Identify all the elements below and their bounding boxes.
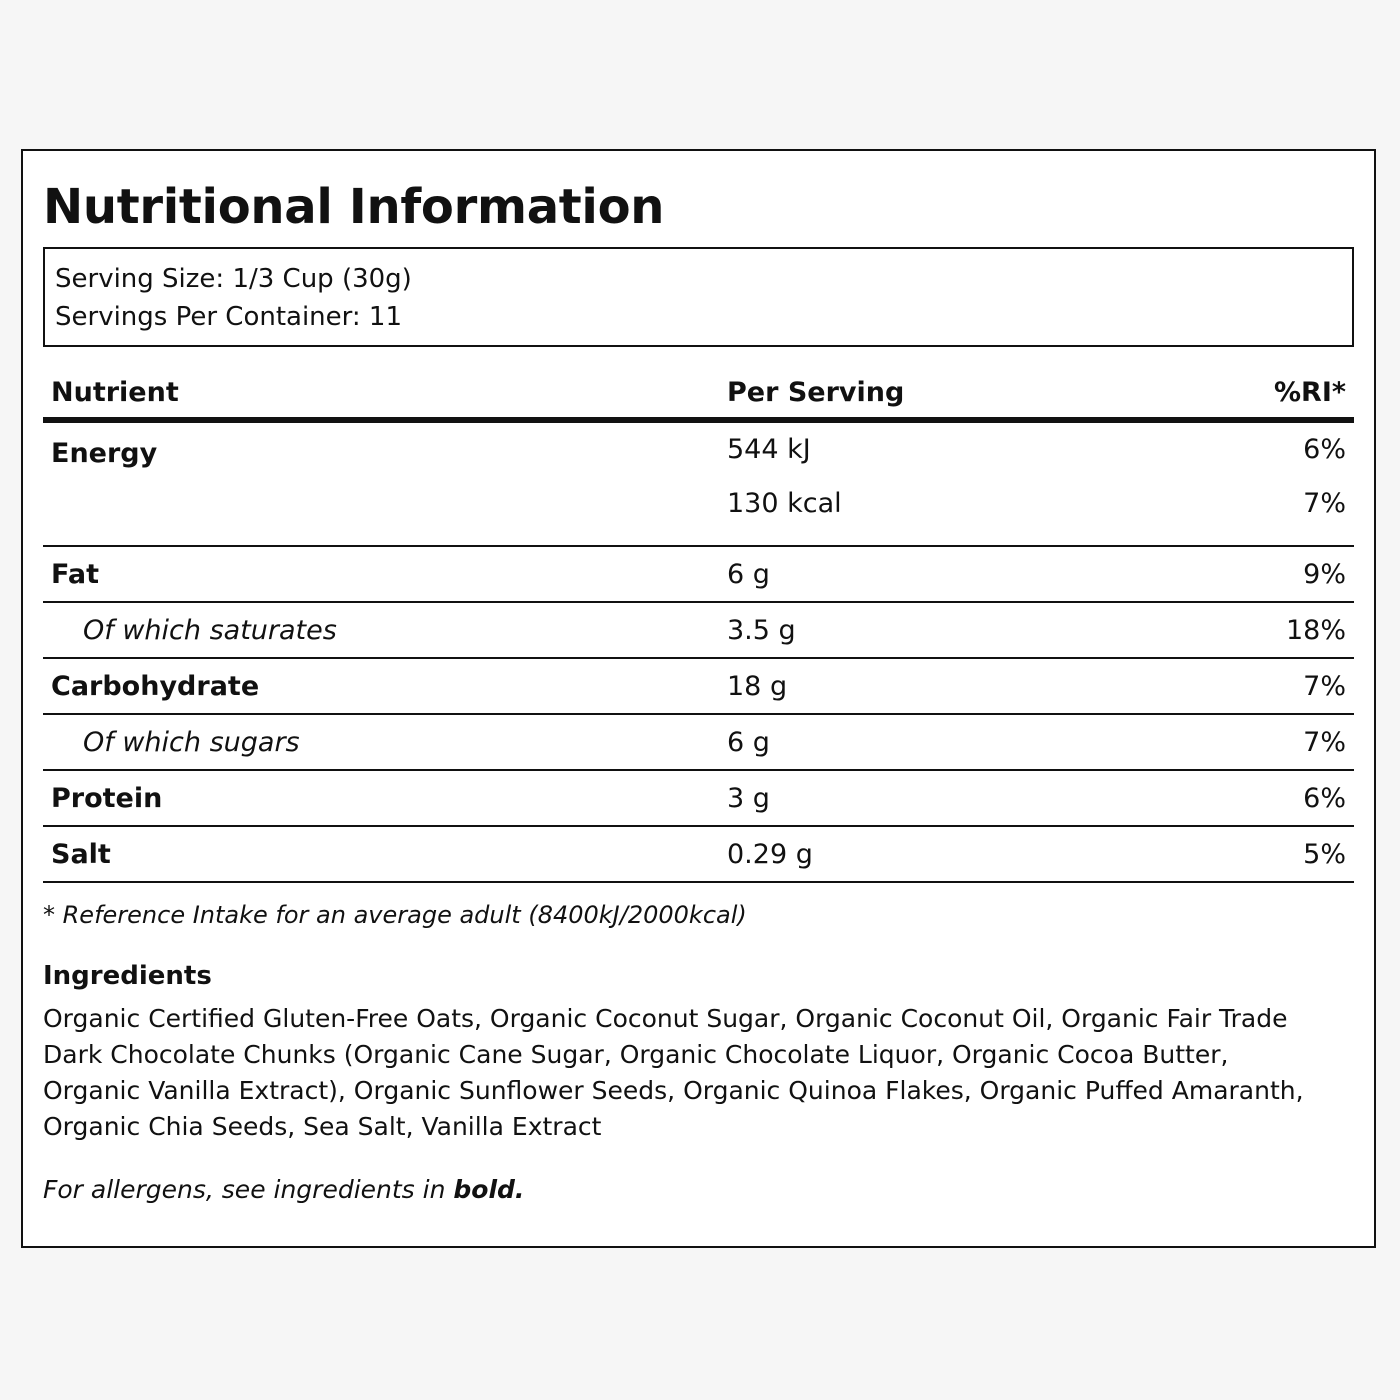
nutrient-ri: 5%	[1303, 838, 1346, 870]
nutrient-name: Carbohydrate	[51, 670, 260, 702]
nutrient-value: 3 g	[727, 782, 770, 814]
energy-ri-values	[1154, 423, 1354, 531]
nutrient-ri: 7%	[1303, 726, 1346, 758]
page-title: Nutritional Information	[43, 179, 665, 235]
allergen-note-bold: bold.	[453, 1175, 525, 1204]
energy-kcal-ri: 7%	[1303, 488, 1346, 519]
energy-kcal: 130 kcal	[727, 488, 842, 519]
table-row-fat	[43, 547, 1354, 603]
nutrient-ri: 9%	[1303, 558, 1346, 590]
nutrient-name: Of which sugars	[83, 726, 300, 758]
nutrient-name: Of which saturates	[83, 614, 337, 646]
table-row-protein	[43, 771, 1354, 827]
table-header-row	[43, 367, 1354, 423]
nutrition-table	[43, 367, 1354, 883]
allergen-note	[43, 1173, 1354, 1207]
nutrient-value: 3.5 g	[727, 614, 796, 646]
ingredients-text: Organic Certified Gluten-Free Oats, Organic Coconut Sugar, Organic Coconut Oil, Organic Fair Trade Dark Chocolate Chunks (Organic Cane Sugar, Organic Chocolate Liquor, Organic Cocoa Butter, Organic Vanilla Extract), Organic Sunflower Seeds, Organic Quinoa Flakes, Organic Puffed Amaranth, Organic Chia Seeds, Sea Salt, Vanilla Extract	[43, 1004, 1304, 1141]
nutrition-label	[21, 149, 1376, 1248]
table-row-salt	[43, 827, 1354, 883]
table-row-energy	[43, 423, 1354, 547]
nutrient-ri: 7%	[1303, 670, 1346, 702]
nutrient-value: 6 g	[727, 726, 770, 758]
energy-kj: 544 kJ	[727, 434, 811, 465]
nutrient-value: 6 g	[727, 558, 770, 590]
servings-per-container: Servings Per Container: 11	[55, 302, 403, 332]
header-per-serving: Per Serving	[727, 376, 905, 408]
energy-kj-ri: 6%	[1303, 434, 1346, 465]
table-row-carbohydrate	[43, 659, 1354, 715]
header-ri: %RI*	[1273, 376, 1346, 408]
serving-size: Serving Size: 1/3 Cup (30g)	[55, 264, 412, 294]
nutrient-ri: 6%	[1303, 782, 1346, 814]
table-row-saturates	[43, 603, 1354, 659]
nutrient-name: Protein	[51, 782, 163, 814]
energy-values	[727, 423, 1154, 531]
table-row-sugars	[43, 715, 1354, 771]
nutrient-name: Salt	[51, 838, 111, 870]
nutrient-value: 18 g	[727, 670, 788, 702]
reference-intake-footnote: * Reference Intake for an average adult (8400kJ/2000kcal)	[43, 901, 747, 929]
nutrient-name: Energy	[51, 438, 158, 469]
allergen-note-text: For allergens, see ingredients in	[43, 1175, 454, 1204]
nutrient-ri: 18%	[1285, 614, 1346, 646]
serving-info-box	[43, 247, 1354, 347]
nutrient-name: Fat	[51, 558, 99, 590]
header-nutrient: Nutrient	[51, 376, 179, 408]
ingredients-heading: Ingredients	[43, 961, 212, 991]
nutrient-value: 0.29 g	[727, 838, 813, 870]
